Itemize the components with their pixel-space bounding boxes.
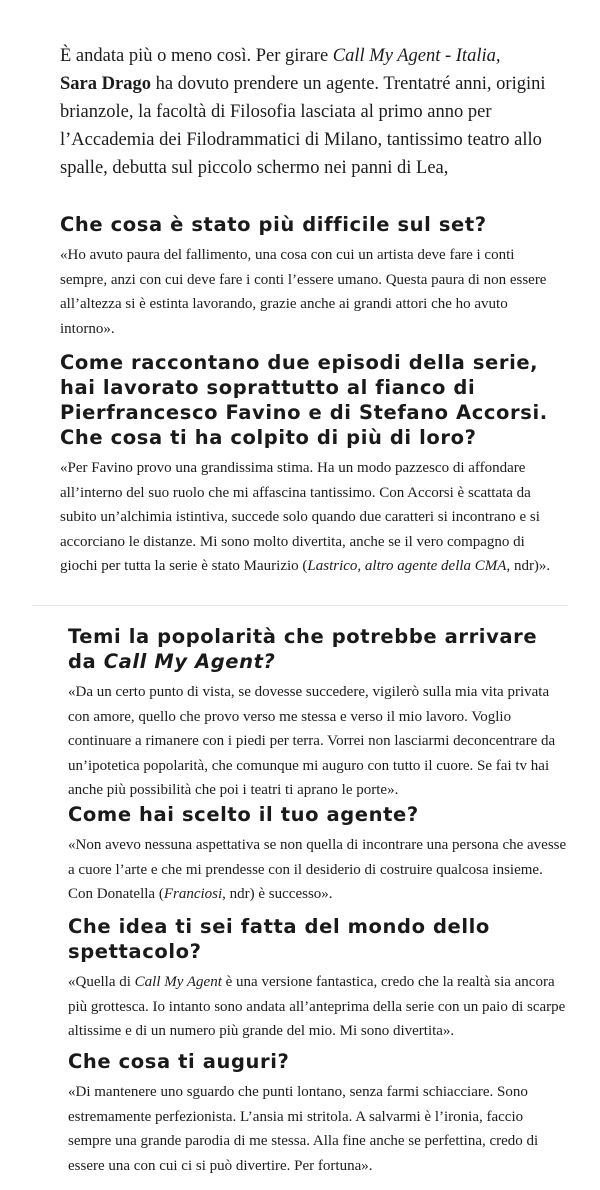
answer-part: è una versione fantastica, credo che la realtà sia ancora più grottesca. Io intanto sono andata all’anteprima della serie con un paio di scarpe altissime e di un numero più grande del mio. Mi sono divertita». (68, 974, 566, 1039)
answer-text (68, 970, 568, 1044)
question-part: Temi la popolarità che potrebbe arrivare da (68, 625, 538, 673)
answer-part: «Non avevo nessuna aspettativa se non quella di incontrare una persona che avesse a cuore l’arte e che mi prendesse con il desiderio di costruire qualcosa insieme. Con Donatella ( (68, 837, 567, 902)
qa-choosing-agent (68, 802, 568, 907)
qa-wishes (68, 1049, 568, 1178)
qa-favino-accorsi (60, 350, 560, 579)
qa-popularity (68, 624, 568, 803)
intro-paragraph (60, 42, 560, 182)
answer-italic: Lastrico, altro agente della CMA, (307, 558, 511, 574)
question-italic: Call My Agent? (103, 650, 276, 673)
answer-text: «Di mantenere uno sguardo che punti lontano, senza farmi schiacciare. Sono estremamente perfezionista. L’ansia mi stritola. A salvarmi è l’ironia, faccio sempre una grande parodia di me stessa. Alla fine anche se perfettina, credo di essere una con cui ci si può divertire. Per fortuna». (68, 1084, 539, 1174)
answer-text: «Ho avuto paura del fallimento, una cosa con cui un artista deve fare i conti sempre, anzi con cui deve fare i conti l’essere umano. Questa paura di non essere all’altezza si è estinta lavorando, grazie anche ai grandi attori che ho avuto intorno». (60, 247, 547, 337)
intro-prefix: È andata più o meno così. Per girare (60, 46, 333, 66)
question-heading: Come hai scelto il tuo agente? (68, 803, 419, 826)
section-divider (32, 605, 568, 606)
answer-italic: Franciosi (163, 886, 223, 902)
show-title: Call My Agent - Italia, (332, 46, 501, 66)
answer-italic: Call My Agent (134, 974, 222, 990)
question-heading: Come raccontano due episodi della serie, hai lavorato soprattutto al fianco di Pierfrancesco Favino e di Stefano Accorsi. Che cosa ti ha colpito di più di loro? (60, 351, 548, 449)
question-heading: Che cosa ti auguri? (68, 1050, 290, 1073)
question-heading (68, 624, 568, 674)
answer-part: , ndr) è successo». (222, 886, 333, 902)
answer-part: «Quella di (68, 974, 135, 990)
intro-rest: ha dovuto prendere un agente. Trentatré anni, origini brianzole, la facoltà di Filosofia lasciata al primo anno per l’Accademia dei Filodrammatici di Milano, tantissimo teatro allo spalle, debutta sul piccolo schermo nei panni di Lea, (60, 74, 546, 178)
qa-show-business (68, 914, 568, 1044)
answer-part: ndr)». (510, 558, 551, 574)
answer-text (60, 456, 560, 579)
answer-part: «Per Favino provo una grandissima stima. Ha un modo pazzesco di affondare all’interno del suo ruolo che mi affascina tantissimo. Con Accorsi è scattata da subito un’alchimia istintiva, succede solo quando due caratteri si incontrano e si accorciano le distanze. Mi sono molto divertita, anche se il vero compagno di giochi per tutta la serie è stato Maurizio ( (60, 460, 540, 574)
question-heading: Che idea ti sei fatta del mondo dello spettacolo? (68, 915, 490, 963)
qa-difficult-on-set (60, 212, 560, 341)
answer-text (68, 833, 568, 907)
actress-name: Sara Drago (60, 74, 151, 94)
answer-text: «Da un certo punto di vista, se dovesse succedere, vigilerò sulla mia vita privata con amore, quello che provo verso me stessa e verso il mio lavoro. Voglio continuare a rimanere con i piedi per terra. Vorrei non lasciarmi deconcentrare da un’ipotetica popolarità, che comunque mi auguro con tutto il cuore. Se fai tv hai anche più possibilità che poi i teatri ti aprano le porte». (68, 684, 556, 798)
question-heading: Che cosa è stato più difficile sul set? (60, 213, 487, 236)
